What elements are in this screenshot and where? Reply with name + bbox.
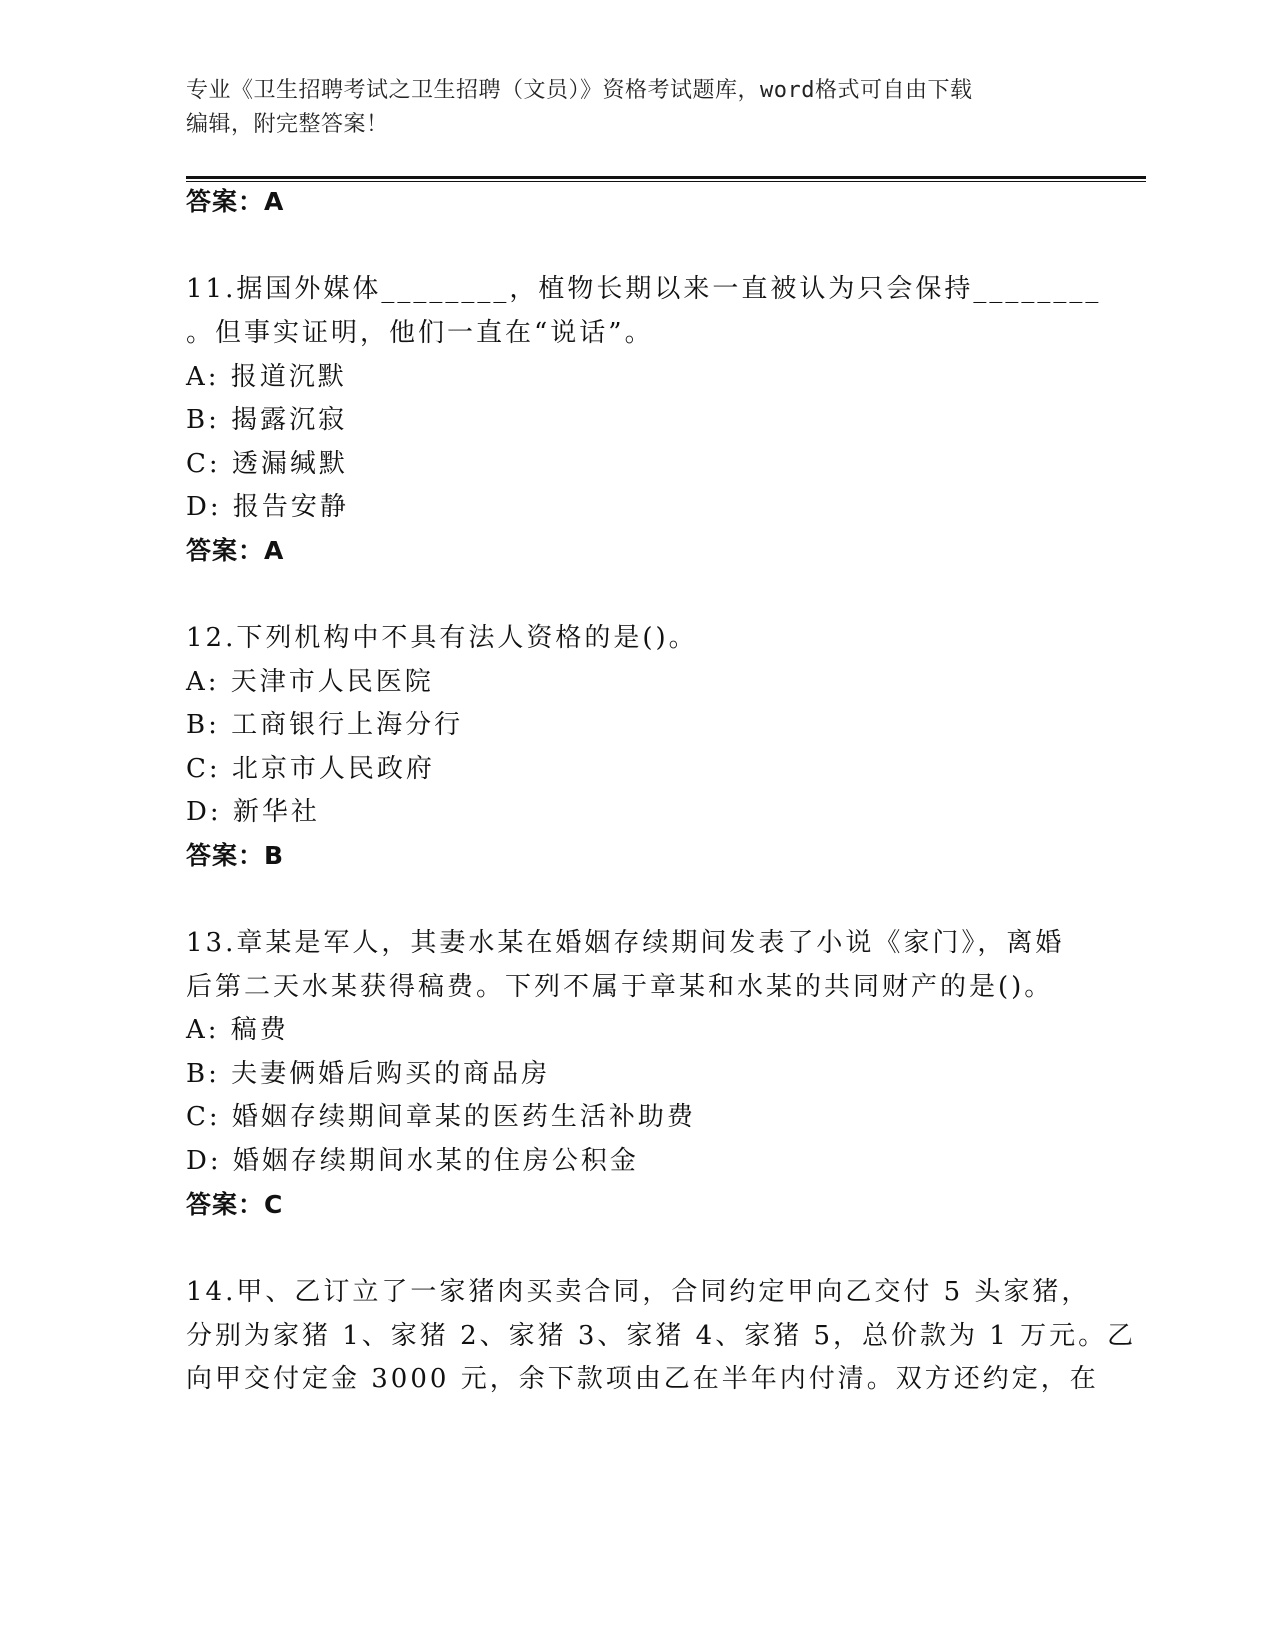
answer-q11: 答案：A [186, 536, 285, 565]
question-12-option-c: C: 北京市人民政府 [186, 754, 435, 784]
question-12-option-d: D: 新华社 [186, 797, 320, 827]
question-11-option-a: A: 报道沉默 [186, 362, 347, 392]
header-line-2: 编辑，附完整答案！ [186, 112, 389, 137]
answer-q10: 答案：A [186, 187, 285, 216]
question-13-option-b: B: 夫妻俩婚后购买的商品房 [186, 1059, 551, 1089]
question-13-stem-line-2: 后第二天水某获得稿费。下列不属于章某和水某的共同财产的是()。 [186, 972, 1054, 1002]
question-13-stem-line-1: 13.章某是军人，其妻水某在婚姻存续期间发表了小说《家门》，离婚 [186, 928, 1065, 958]
question-14-stem-line-1: 14.甲、乙订立了一家猪肉买卖合同，合同约定甲向乙交付 5 头家猪， [186, 1277, 1091, 1307]
header-line-1: 专业《卫生招聘考试之卫生招聘（文员）》资格考试题库，word格式可自由下载 [186, 78, 973, 103]
question-11-option-c: C: 透漏缄默 [186, 449, 348, 479]
answer-q13: 答案：C [186, 1190, 284, 1219]
question-11-stem-line-1: 11.据国外媒体________，植物长期以来一直被认为只会保持________ [186, 274, 1102, 304]
question-12-stem-line-1: 12.下列机构中不具有法人资格的是()。 [186, 623, 698, 653]
answer-q12: 答案：B [186, 841, 285, 870]
page-header [186, 74, 1066, 142]
question-13-option-a: A: 稿费 [186, 1015, 289, 1045]
header-rule-thick [186, 176, 1146, 179]
question-13-option-c: C: 婚姻存续期间章某的医药生活补助费 [186, 1102, 696, 1132]
question-14-stem-line-3: 向甲交付定金 3000 元，余下款项由乙在半年内付清。双方还约定，在 [186, 1364, 1099, 1394]
question-12-option-a: A: 天津市人民医院 [186, 667, 434, 697]
question-13-option-d: D: 婚姻存续期间水某的住房公积金 [186, 1146, 639, 1176]
question-11-stem-line-2: 。但事实证明，他们一直在“说话”。 [186, 318, 654, 348]
header-rule-thin [186, 181, 1146, 182]
question-12-option-b: B: 工商银行上海分行 [186, 710, 464, 740]
question-11-option-b: B: 揭露沉寂 [186, 405, 348, 435]
question-11-option-d: D: 报告安静 [186, 492, 349, 522]
question-14-stem-line-2: 分别为家猪 1、家猪 2、家猪 3、家猪 4、家猪 5，总价款为 1 万元。乙 [186, 1321, 1137, 1351]
